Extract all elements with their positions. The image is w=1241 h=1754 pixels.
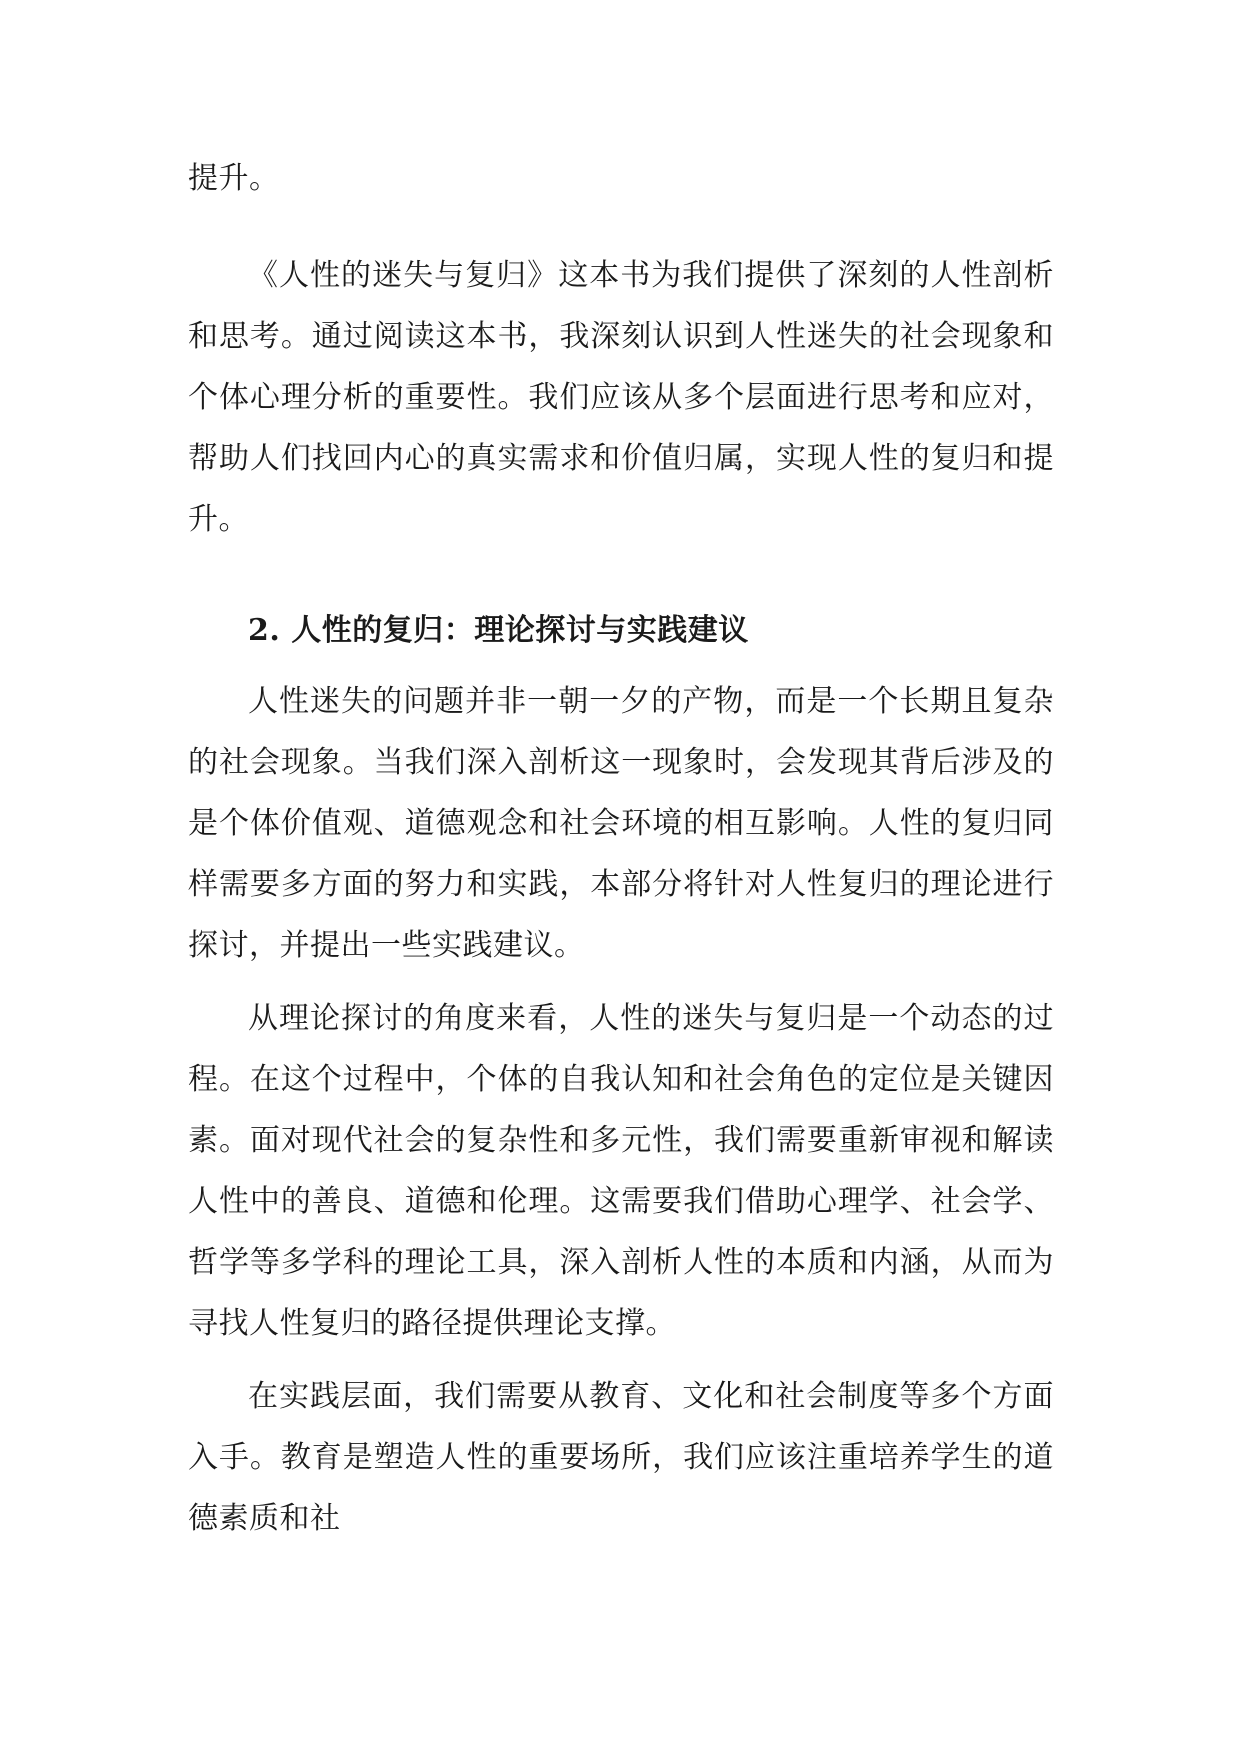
document-body (188, 148, 1054, 1549)
paragraph-book-summary: 《人性的迷失与复归》这本书为我们提供了深刻的人性剖析和思考。通过阅读这本书，我深刻认识到人性迷失的社会现象和个体心理分析的重要性。我们应该从多个层面进行思考和应对，帮助人们找回内心的真实需求和价值归属，实现人性的复归和提升。 (188, 258, 1054, 537)
paragraph-continuation: 提升。 (188, 161, 280, 196)
paragraph-theory: 从理论探讨的角度来看，人性的迷失与复归是一个动态的过程。在这个过程中，个体的自我认知和社会角色的定位是关键因素。面对现代社会的复杂性和多元性，我们需要重新审视和解读人性中的善良、道德和伦理。这需要我们借助心理学、社会学、哲学等多学科的理论工具，深入剖析人性的本质和内涵，从而为寻找人性复归的路径提供理论支撑。 (188, 1001, 1054, 1341)
paragraph-practice: 在实践层面，我们需要从教育、文化和社会制度等多个方面入手。教育是塑造人性的重要场所，我们应该注重培养学生的道德素质和社 (188, 1379, 1054, 1536)
paragraph-spacer (188, 209, 1054, 245)
section-heading: 2. 人性的复归：理论探讨与实践建议 (248, 613, 749, 648)
paragraph-spacer (188, 976, 1054, 988)
paragraph-spacer (188, 550, 1054, 600)
paragraph-section-intro: 人性迷失的问题并非一朝一夕的产物，而是一个长期且复杂的社会现象。当我们深入剖析这一现象时，会发现其背后涉及的是个体价值观、道德观念和社会环境的相互影响。人性的复归同样需要多方面的努力和实践，本部分将针对人性复归的理论进行探讨，并提出一些实践建议。 (188, 684, 1054, 963)
paragraph-spacer (188, 1354, 1054, 1366)
heading-spacer (188, 661, 1054, 671)
